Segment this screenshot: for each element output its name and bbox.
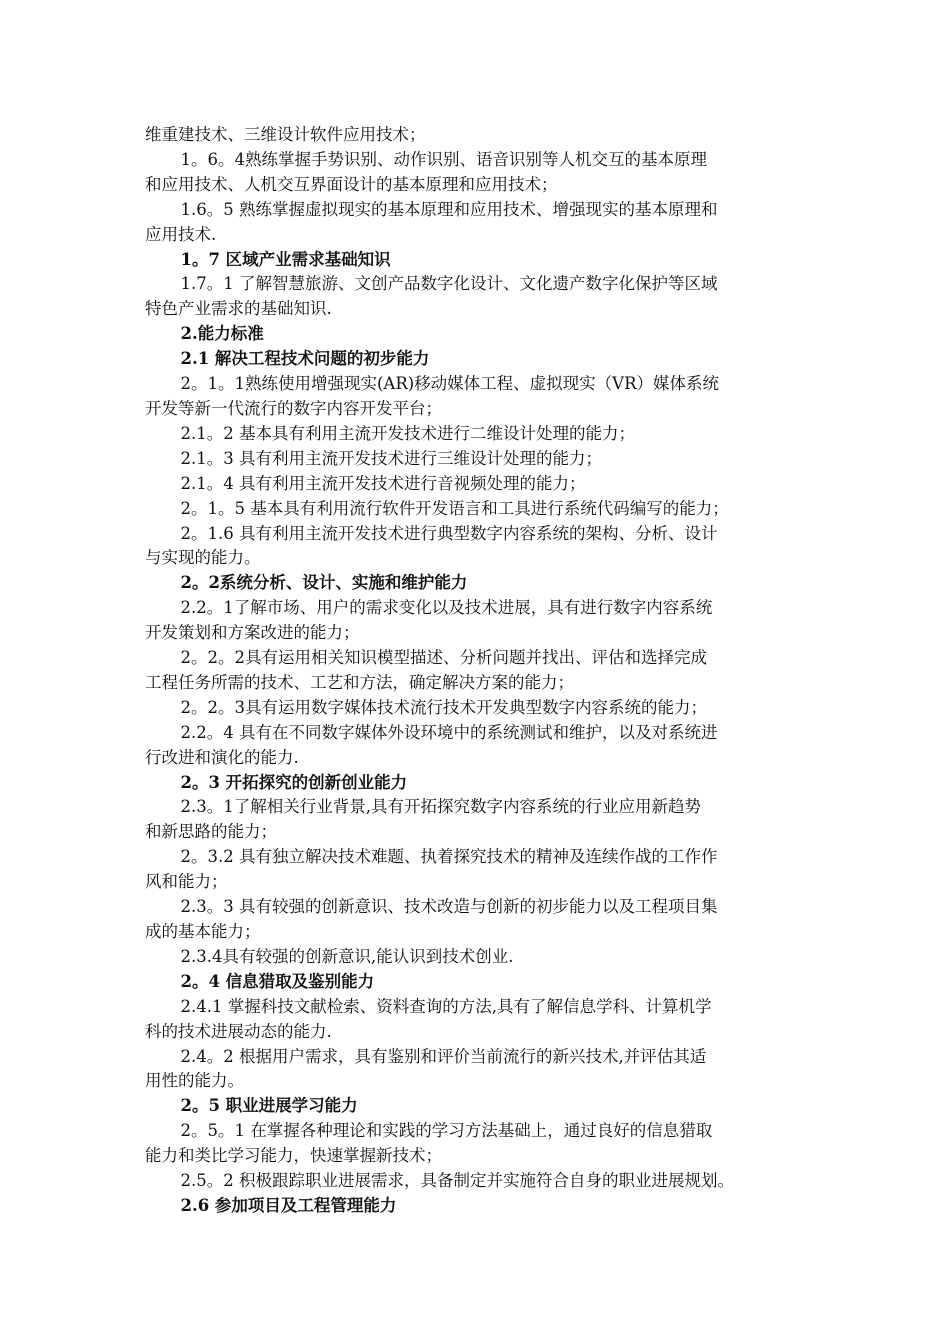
- text-line: 2。3.2 具有独立解决技术难题、执着探究技术的精神及连续作战的工作作: [180, 847, 718, 867]
- text-line: 2。5。1 在掌握各种理论和实践的学习方法基础上，通过良好的信息猎取: [180, 1121, 713, 1141]
- text-line: 2.2。1了解市场、用户的需求变化以及技术进展，具有进行数字内容系统: [180, 598, 713, 618]
- text-line: 特色产业需求的基础知识.: [145, 299, 332, 319]
- text-line: 2.1。4 具有利用主流开发技术进行音视频处理的能力；: [180, 473, 586, 493]
- text-line: 2.1。3 具有利用主流开发技术进行三维设计处理的能力；: [180, 448, 602, 468]
- text-line: 开发等新一代流行的数字内容开发平台；: [145, 398, 442, 418]
- text-line: 与实现的能力。: [145, 548, 261, 568]
- text-line: 1。6。4熟练掌握手势识别、动作识别、语音识别等人机交互的基本原理: [180, 149, 707, 169]
- text-line: 2.5。2 积极跟踪职业进展需求，具备制定并实施符合自身的职业进展规划。: [180, 1171, 734, 1191]
- text-line: 维重建技术、三维设计软件应用技术；: [145, 125, 426, 144]
- text-line: 能力和类比学习能力，快速掌握新技术；: [145, 1146, 442, 1166]
- section-heading: 2.6 参加项目及工程管理能力: [180, 1195, 397, 1215]
- text-line: 开发策划和方案改进的能力；: [145, 623, 360, 643]
- text-line: 1.6。5 熟练掌握虚拟现实的基本原理和应用技术、增强现实的基本原理和: [180, 199, 718, 219]
- text-line: 2.4。2 根据用户需求，具有鉴别和评价当前流行的新兴技术,并评估其适: [180, 1046, 707, 1066]
- text-line: 1.7。1 了解智慧旅游、文创产品数字化设计、文化遗产数字化保护等区域: [180, 274, 718, 294]
- text-line: 用性的能力。: [145, 1071, 244, 1091]
- text-line: 2.1。2 基本具有利用主流开发技术进行二维设计处理的能力；: [180, 423, 635, 443]
- section-heading: 2.能力标准: [180, 324, 264, 344]
- text-line: 2。1。1熟练使用增强现实(AR)移动媒体工程、虚拟现实（VR）媒体系统: [180, 374, 720, 394]
- section-heading: 2。4 信息猎取及鉴别能力: [180, 971, 375, 991]
- section-heading: 2。5 职业进展学习能力: [180, 1096, 358, 1116]
- text-line: 2。2。2具有运用相关知识模型描述、分析问题并找出、评估和选择完成: [180, 648, 707, 668]
- section-heading: 2。3 开拓探究的创新创业能力: [180, 772, 408, 792]
- text-line: 成的基本能力；: [145, 922, 261, 941]
- section-heading: 2。2系统分析、设计、实施和维护能力: [180, 573, 468, 593]
- text-line: 和新思路的能力；: [145, 822, 277, 842]
- text-line: 2。1.6 具有利用主流开发技术进行典型数字内容系统的架构、分析、设计: [180, 523, 718, 543]
- text-line: 2.3。3 具有较强的创新意识、技术改造与创新的初步能力以及工程项目集: [180, 897, 718, 917]
- text-line: 2.2。4 具有在不同数字媒体外设环境中的系统测试和维护，以及对系统进: [180, 722, 718, 742]
- document-body: [145, 123, 815, 1219]
- text-line: 2.4.1 掌握科技文献检索、资料查询的方法,具有了解信息学科、计算机学: [180, 996, 712, 1016]
- text-line: 应用技术.: [145, 224, 217, 244]
- text-line: 和应用技术、人机交互界面设计的基本原理和应用技术；: [145, 174, 558, 194]
- text-line: 2。2。3具有运用数字媒体技术流行技术开发典型数字内容系统的能力；: [180, 697, 707, 717]
- section-heading: 1。7 区域产业需求基础知识: [180, 249, 391, 269]
- text-line: 2.3.4具有较强的创新意识,能认识到技术创业.: [180, 946, 514, 966]
- section-heading: 2.1 解决工程技术问题的初步能力: [180, 349, 430, 369]
- text-line: 2.3。1了解相关行业背景,具有开拓探究数字内容系统的行业应用新趋势: [180, 797, 701, 817]
- text-line: 行改进和演化的能力.: [145, 747, 299, 767]
- text-line: 风和能力；: [145, 872, 228, 892]
- text-line: 工程任务所需的技术、工艺和方法，确定解决方案的能力；: [145, 672, 574, 692]
- text-line: 2。1。5 基本具有利用流行软件开发语言和工具进行系统代码编写的能力；: [180, 498, 729, 518]
- text-line: 科的技术进展动态的能力.: [145, 1021, 332, 1041]
